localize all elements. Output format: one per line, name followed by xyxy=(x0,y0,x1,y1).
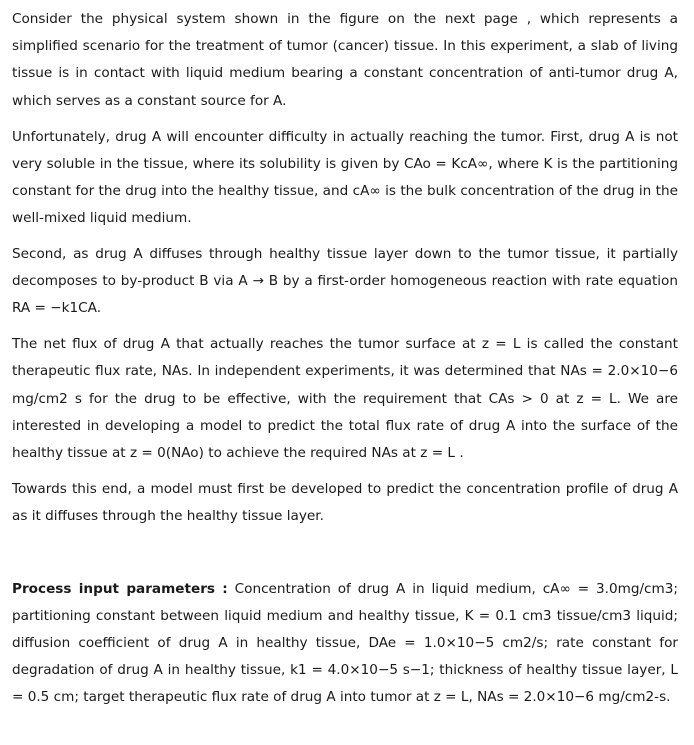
parameters-heading: Process input parameters : xyxy=(12,580,228,597)
paragraph-decomposition: Second, as drug A diffuses through healthy tissue layer down to the tumor tissue, it partially decomposes to by-product B via A → B by a first-order homogeneous reaction with rate equation RA = −k1CA. xyxy=(12,245,678,317)
paragraph-flux: The net flux of drug A that actually reaches the tumor surface at z = L is called the constant therapeutic flux rate, NAs. In independent experiments, it was determined that NAs = 2.0×10−6 mg/cm2 s for the drug to be effective, with the requirement that CAs > 0 at z = L. We are interested in developing a model to predict the total flux rate of drug A into the surface of the healthy tissue at z = 0(NAo) to achieve the required NAs at z = L . xyxy=(12,336,678,462)
paragraph-intro: Consider the physical system shown in the figure on the next page , which represents a simplified scenario for the treatment of tumor (cancer) tissue. In this experiment, a slab of living tissue is in contact with liquid medium bearing a constant concentration of anti-tumor drug A, which serves as a constant source for A. xyxy=(12,11,678,109)
document-body xyxy=(12,6,678,712)
paragraph-parameters xyxy=(12,576,678,712)
paragraph-model: Towards this end, a model must first be developed to predict the concentration profile of drug A as it diffuses through the healthy tissue layer. xyxy=(12,481,678,525)
parameters-text: Concentration of drug A in liquid medium, cA∞ = 3.0mg/cm3; partitioning constant between liquid medium and healthy tissue, K = 0.1 cm3 tissue/cm3 liquid; diffusion coefficient of drug A in healthy tissue, DAe = 1.0×10−5 cm2/s; rate constant for degradation of drug A in healthy tissue, k1 = 4.0×10−5 s−1; thickness of healthy tissue layer, L = 0.5 cm; target therapeutic flux rate of drug A into tumor at z = L, NAs = 2.0×10−6 mg/cm2-s. xyxy=(12,580,678,706)
paragraph-solubility: Unfortunately, drug A will encounter difficulty in actually reaching the tumor. First, drug A is not very soluble in the tissue, where its solubility is given by CAo = KcA∞, where K is the partitioning constant for the drug into the healthy tissue, and cA∞ is the bulk concentration of the drug in the well-mixed liquid medium. xyxy=(12,128,678,227)
